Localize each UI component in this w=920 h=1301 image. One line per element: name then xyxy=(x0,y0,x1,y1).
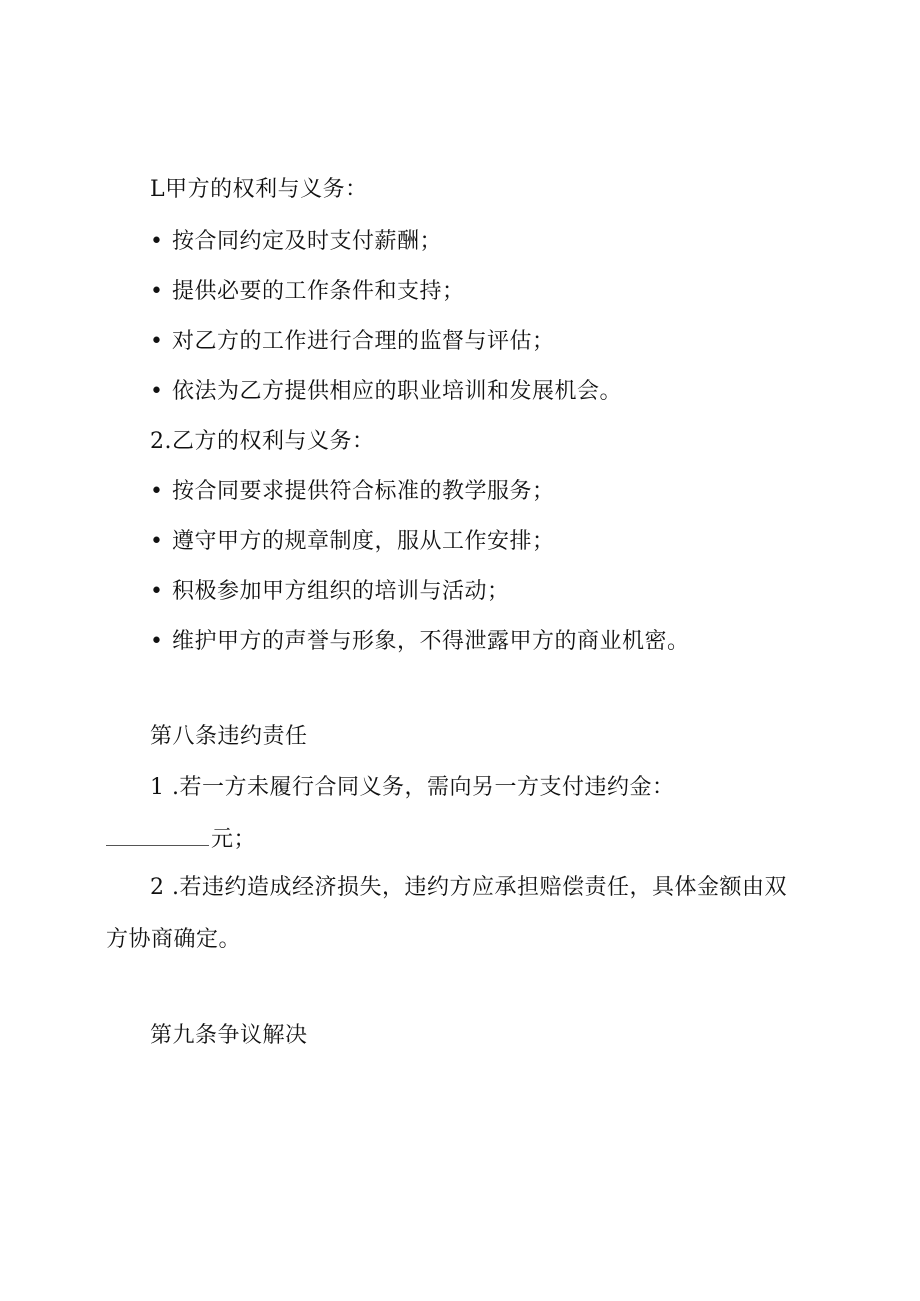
party-b-item xyxy=(150,577,510,607)
amount-blank-field xyxy=(106,823,209,846)
party-b-item xyxy=(150,527,555,557)
party-a-item-text: 对乙方的工作进行合理的监督与评估； xyxy=(172,329,555,354)
party-b-heading: 2.乙方的权利与义务： xyxy=(150,429,375,454)
bullet-icon: • xyxy=(150,529,164,554)
bullet-icon: • xyxy=(150,279,164,304)
bullet-icon: • xyxy=(150,379,164,404)
party-a-item-text: 提供必要的工作条件和支持； xyxy=(172,279,465,304)
party-a-item xyxy=(150,277,465,307)
article-8-clause-2-line-1: 2 .若违约造成经济损失，违约方应承担赔偿责任，具体金额由双 xyxy=(150,875,787,900)
party-a-item xyxy=(150,327,555,357)
party-b-item-text: 遵守甲方的规章制度，服从工作安排； xyxy=(172,529,555,554)
bullet-icon: • xyxy=(150,329,164,354)
party-a-heading: L甲方的权利与义务： xyxy=(150,177,368,202)
bullet-icon: • xyxy=(150,479,164,504)
bullet-icon: • xyxy=(150,629,164,654)
bullet-icon: • xyxy=(150,229,164,254)
article-9-title: 第九条争议解决 xyxy=(150,1023,308,1048)
party-a-item-text: 依法为乙方提供相应的职业培训和发展机会。 xyxy=(172,379,623,404)
bullet-icon: • xyxy=(150,579,164,604)
article-8-clause-1: 1 .若一方未履行合同义务，需向另一方支付违约金： xyxy=(150,775,675,800)
party-a-item xyxy=(150,377,622,407)
amount-unit: 元； xyxy=(211,827,257,852)
party-b-item xyxy=(150,477,555,507)
article-8-clause-1-amount xyxy=(106,823,256,855)
article-8-clause-2-line-2: 方协商确定。 xyxy=(106,927,242,952)
party-b-item-text: 积极参加甲方组织的培训与活动； xyxy=(172,579,510,604)
article-8-title: 第八条违约责任 xyxy=(150,724,308,749)
party-b-item-text: 维护甲方的声誉与形象，不得泄露甲方的商业机密。 xyxy=(172,629,690,654)
party-a-item-text: 按合同约定及时支付薪酬； xyxy=(172,229,443,254)
party-a-item xyxy=(150,227,442,257)
party-b-item-text: 按合同要求提供符合标准的教学服务； xyxy=(172,479,555,504)
party-b-item xyxy=(150,627,690,657)
